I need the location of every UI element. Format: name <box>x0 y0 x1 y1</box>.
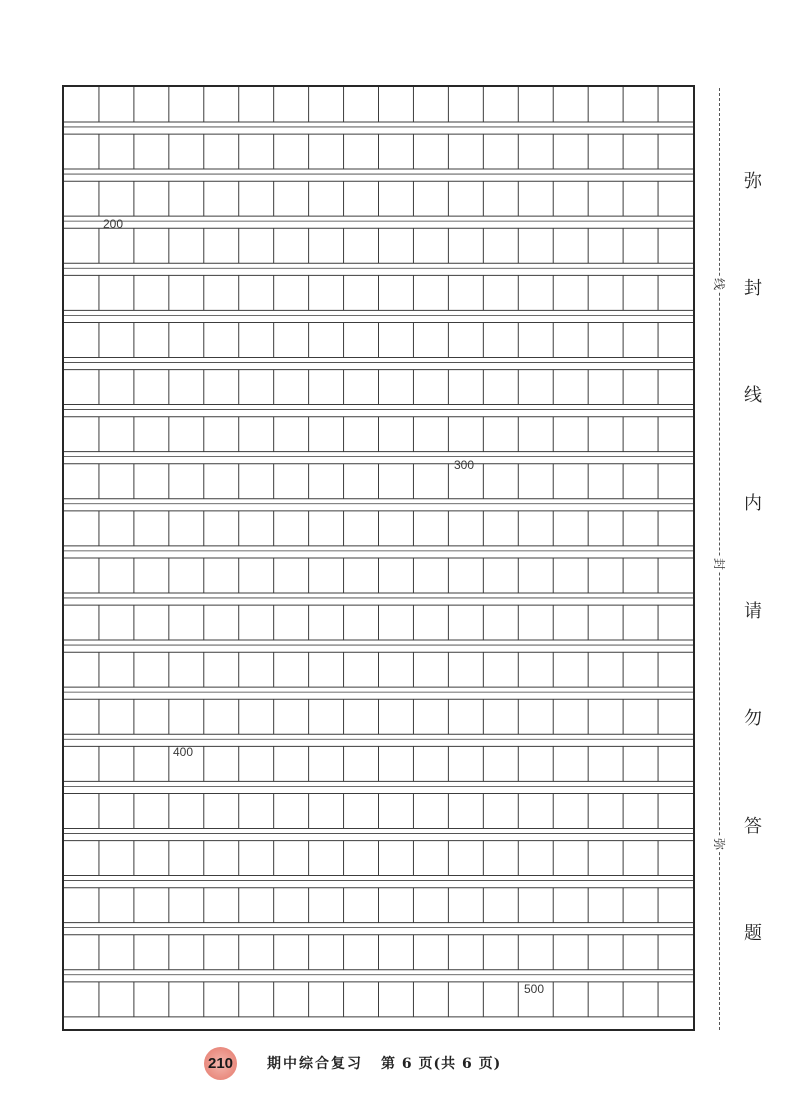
page-number-badge: 210 <box>204 1047 237 1080</box>
word-count-marker-400: 400 <box>173 745 194 759</box>
warning-char: 勿 <box>744 708 762 729</box>
word-count-marker-300: 300 <box>454 458 475 472</box>
warning-char: 弥 <box>744 171 762 192</box>
warning-char: 内 <box>744 493 762 514</box>
warning-char: 请 <box>744 601 762 622</box>
warning-char: 题 <box>744 923 762 944</box>
writing-grid-lines <box>64 87 693 1029</box>
warning-char: 线 <box>744 385 762 406</box>
warning-char: 答 <box>744 816 762 837</box>
footer-page-info: 第 6 页(共 6 页) <box>381 1056 502 1072</box>
warning-char: 封 <box>744 278 762 299</box>
page-footer <box>204 1046 501 1080</box>
footer-title: 期中综合复习 <box>267 1056 363 1072</box>
binding-label-xian: 线 <box>712 277 726 290</box>
binding-label-feng: 封 <box>712 557 726 570</box>
binding-label-mi: 弥 <box>712 837 726 850</box>
word-count-marker-200: 200 <box>103 217 124 231</box>
writing-grid <box>62 85 695 1031</box>
word-count-marker-500: 500 <box>524 982 545 996</box>
